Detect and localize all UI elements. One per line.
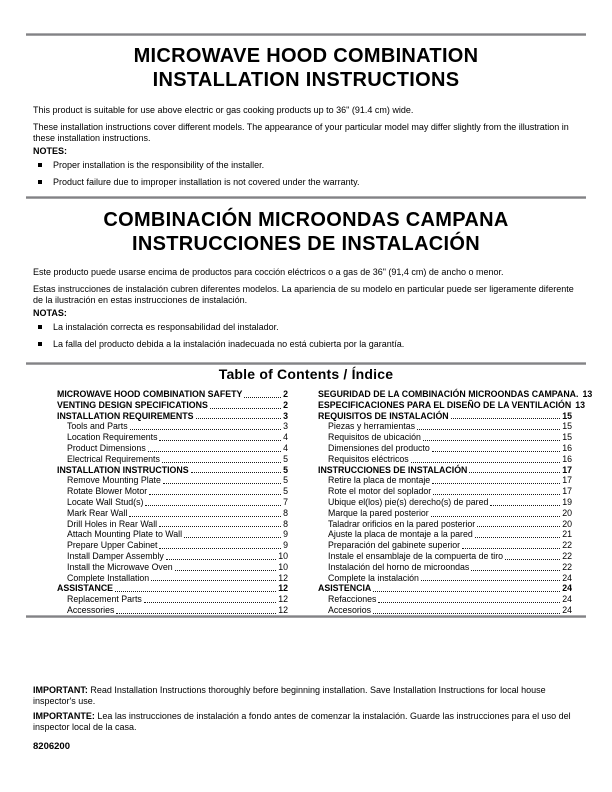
- note-text: Product failure due to improper installation is not covered under the warranty.: [53, 177, 360, 187]
- toc-entry: [57, 594, 288, 605]
- toc-entry-label: Mark Rear Wall: [67, 507, 128, 518]
- toc-page-number: 12: [278, 572, 288, 583]
- spanish-paragraph-1: Este producto puede usarse encima de productos para cocción eléctricos o a gas de 36" (91,4 cm) de ancho o menor.: [33, 267, 504, 277]
- toc-entry: [318, 562, 572, 573]
- toc-page-number: 7: [283, 496, 288, 507]
- english-title: [33, 44, 579, 92]
- toc-page-number: 24: [562, 583, 572, 594]
- toc-column-english: [57, 389, 288, 616]
- note-text: La falla del producto debida a la instalación inadecuada no está cubierta por la garantía.: [53, 339, 405, 349]
- toc-entry: [318, 551, 572, 562]
- toc-entry: [57, 508, 288, 519]
- toc-page-number: 2: [283, 399, 288, 410]
- note-item: [33, 339, 579, 350]
- toc-entry-label: Product Dimensions: [67, 442, 146, 453]
- toc-entry-label: Tools and Parts: [67, 421, 128, 432]
- toc-leader-dots: [191, 472, 281, 473]
- toc-column-spanish: [318, 389, 593, 616]
- toc-entry: [57, 454, 288, 465]
- toc-entry-label: REQUISITOS DE INSTALACIÓN: [318, 410, 449, 421]
- toc-entry-label: Requisitos eléctricos: [328, 453, 409, 464]
- toc-entry: [318, 389, 593, 400]
- toc-page-number: 22: [562, 561, 572, 572]
- toc-entry: [57, 432, 288, 443]
- toc-entry-label: Complete Installation: [67, 572, 150, 583]
- toc-entry: [318, 432, 572, 443]
- toc-leader-dots: [149, 494, 281, 495]
- english-intro-section: [33, 105, 579, 188]
- toc-entry: [57, 475, 288, 486]
- note-item: [33, 177, 579, 188]
- note-item: [33, 160, 579, 171]
- toc-leader-dots: [129, 516, 281, 517]
- toc-entry: [318, 583, 572, 594]
- toc-entry-label: Retire la placa de montaje: [328, 475, 431, 486]
- toc-page-number: 5: [283, 464, 288, 475]
- important-label-en: IMPORTANT:: [33, 685, 88, 695]
- toc-entry-label: Location Requirements: [67, 432, 158, 443]
- toc-leader-dots: [469, 472, 560, 473]
- toc-leader-dots: [432, 483, 560, 484]
- toc-entry-label: Rote el motor del soplador: [328, 486, 432, 497]
- toc-entry-label: Attach Mounting Plate to Wall: [67, 529, 183, 540]
- toc-leader-dots: [148, 451, 281, 452]
- toc-entry: [318, 475, 572, 486]
- toc-page-number: 9: [283, 529, 288, 540]
- toc-leader-dots: [373, 591, 560, 592]
- toc-page-number: 3: [283, 421, 288, 432]
- toc-leader-dots: [184, 537, 281, 538]
- toc-page-number: 13: [582, 389, 593, 399]
- toc-entry-label: Remove Mounting Plate: [67, 475, 161, 486]
- notes-label-en: NOTES:: [33, 146, 68, 156]
- toc-leader-dots: [151, 580, 276, 581]
- bullet-square-icon: [38, 163, 42, 167]
- toc-entry: [318, 497, 572, 508]
- note-item: [33, 322, 579, 333]
- toc-entry-label: Dimensiones del producto: [328, 442, 430, 453]
- note-text: La instalación correcta es responsabilidad del instalador.: [53, 322, 279, 332]
- spanish-intro-section: [33, 267, 579, 350]
- toc-entry: [318, 411, 572, 422]
- toc-page-number: 24: [562, 572, 572, 583]
- spanish-title-line2: INSTRUCCIONES DE INSTALACIÓN: [131, 233, 481, 255]
- toc-page-number: 15: [562, 432, 572, 443]
- toc-page-number: 2: [283, 389, 288, 399]
- toc-entry: [57, 465, 288, 476]
- toc-entry-label: SEGURIDAD DE LA COMBINACIÓN MICROONDAS CAMPANA.: [318, 389, 579, 399]
- toc-entry: [318, 465, 572, 476]
- english-paragraph-1: This product is suitable for use above electric or gas cooking products up to 36" (91.4 cm) wide.: [33, 105, 414, 115]
- toc-leader-dots: [373, 613, 560, 614]
- divider-rule-bottom: [26, 615, 586, 618]
- toc-leader-dots: [462, 548, 560, 549]
- toc-leader-dots: [432, 451, 560, 452]
- important-label-es: IMPORTANTE:: [33, 711, 95, 721]
- toc-entry: [318, 540, 572, 551]
- toc-page-number: 16: [562, 442, 572, 453]
- toc-entry: [318, 443, 572, 454]
- toc-leader-dots: [115, 591, 276, 592]
- toc-page-number: 3: [283, 410, 288, 421]
- toc-entry: [318, 486, 572, 497]
- notes-list-es: [33, 322, 579, 350]
- toc-entry-label: Preparación del gabinete superior: [328, 540, 461, 551]
- toc-page-number: 20: [562, 518, 572, 529]
- spanish-title-line1: COMBINACIÓN MICROONDAS CAMPANA: [103, 209, 509, 231]
- toc-leader-dots: [159, 526, 281, 527]
- toc-entry-label: Install the Microwave Oven: [67, 561, 173, 572]
- toc-page-number: 8: [283, 507, 288, 518]
- toc-leader-dots: [159, 548, 281, 549]
- toc-entry-label: INSTRUCCIONES DE INSTALACIÓN: [318, 464, 468, 475]
- toc-entry: [57, 573, 288, 584]
- toc-entry: [57, 389, 288, 400]
- toc-entry-label: Refacciones: [328, 594, 377, 605]
- toc-entry-label: ESPECIFICACIONES PARA EL DISEÑO DE LA VENTILACIÓN: [318, 399, 572, 410]
- toc-entry-label: Drill Holes in Rear Wall: [67, 518, 158, 529]
- toc-page-number: 15: [562, 421, 572, 432]
- toc-leader-dots: [175, 570, 277, 571]
- toc-entry: [318, 399, 585, 411]
- toc-entry: [318, 529, 572, 540]
- toc-entry: [57, 540, 288, 551]
- toc-entry-label: Replacement Parts: [67, 594, 142, 605]
- toc-entry-label: Rotate Blower Motor: [67, 486, 148, 497]
- toc-leader-dots: [505, 559, 560, 560]
- toc-leader-dots: [477, 526, 560, 527]
- important-text-es: Lea las instrucciones de instalación a fondo antes de comenzar la instalación. Guarde las instrucciones para el uso del inspector local de la casa.: [33, 711, 571, 732]
- toc-page-number: 5: [283, 486, 288, 497]
- divider-rule-top: [26, 33, 586, 36]
- toc-entry-label: Locate Wall Stud(s): [67, 496, 144, 507]
- toc-page-number: 24: [562, 594, 572, 605]
- bullet-square-icon: [38, 180, 42, 184]
- divider-rule-toc: [26, 362, 586, 365]
- toc-page-number: 21: [562, 529, 572, 540]
- toc-leader-dots: [378, 602, 560, 603]
- toc-page-number: 12: [278, 583, 288, 594]
- important-note-en: [33, 685, 582, 707]
- toc-entry: [57, 443, 288, 454]
- toc-entry: [57, 562, 288, 573]
- toc-leader-dots: [433, 494, 560, 495]
- toc-page-number: 22: [562, 550, 572, 561]
- toc-leader-dots: [162, 462, 281, 463]
- toc-leader-dots: [244, 397, 281, 398]
- toc-page-number: 19: [562, 496, 572, 507]
- part-number: 8206200: [33, 741, 70, 752]
- toc-entry-label: Accesorios: [328, 604, 372, 615]
- spanish-paragraph-2: Estas instrucciones de instalación cubren diferentes modelos. La apariencia de su modelo en particular puede ser ligeramente diferente de la ilustración en estas instrucciones de instalación.: [33, 284, 574, 305]
- spanish-title: [33, 208, 579, 256]
- toc-entry: [318, 519, 572, 530]
- toc-leader-dots: [210, 408, 281, 409]
- toc-entry-label: Instalación del horno de microondas: [328, 561, 470, 572]
- important-note-es: [33, 711, 582, 733]
- note-text: Proper installation is the responsibility of the installer.: [53, 160, 265, 170]
- toc-page-number: 17: [562, 475, 572, 486]
- toc-page-number: 4: [283, 442, 288, 453]
- toc-entry: [57, 400, 288, 411]
- toc-entry-label: Accessories: [67, 604, 115, 615]
- toc-page-number: 16: [562, 453, 572, 464]
- toc-leader-dots: [475, 537, 560, 538]
- toc-entry: [57, 486, 288, 497]
- toc-page-number: 13: [575, 399, 585, 410]
- toc-page-number: 17: [562, 464, 572, 475]
- toc-entry-label: Taladrar orificios en la pared posterior: [328, 518, 476, 529]
- toc-leader-dots: [411, 462, 561, 463]
- notes-label-es: NOTAS:: [33, 308, 67, 318]
- toc-leader-dots: [451, 418, 561, 419]
- table-of-contents: [57, 389, 593, 616]
- toc-page-number: 8: [283, 518, 288, 529]
- toc-page-number: 15: [562, 410, 572, 421]
- english-title-line1: MICROWAVE HOOD COMBINATION: [133, 45, 479, 67]
- toc-leader-dots: [196, 418, 282, 419]
- toc-page-number: 9: [283, 540, 288, 551]
- toc-leader-dots: [130, 429, 281, 430]
- toc-leader-dots: [490, 505, 560, 506]
- bullet-square-icon: [38, 325, 42, 329]
- toc-page-number: 12: [278, 594, 288, 605]
- toc-leader-dots: [166, 559, 276, 560]
- toc-page-number: 5: [283, 453, 288, 464]
- toc-entry-label: Instale el ensamblaje de la compuerta de tiro: [328, 550, 504, 561]
- toc-entry-label: Piezas y herramientas: [328, 421, 416, 432]
- toc-entry-label: ASSISTANCE: [57, 583, 114, 594]
- toc-page-number: 24: [562, 604, 572, 615]
- toc-entry: [57, 411, 288, 422]
- toc-leader-dots: [145, 505, 281, 506]
- toc-entry: [57, 529, 288, 540]
- toc-entry: [318, 508, 572, 519]
- toc-page-number: 12: [278, 604, 288, 615]
- toc-page-number: 22: [562, 540, 572, 551]
- toc-leader-dots: [431, 516, 560, 517]
- toc-page-number: 17: [562, 486, 572, 497]
- toc-entry: [57, 421, 288, 432]
- toc-entry-label: Electrical Requirements: [67, 453, 160, 464]
- toc-leader-dots: [159, 440, 281, 441]
- toc-entry-label: Requisitos de ubicación: [328, 432, 421, 443]
- toc-page-number: 10: [278, 550, 288, 561]
- toc-entry-label: Ajuste la placa de montaje a la pared: [328, 529, 473, 540]
- toc-entry: [57, 519, 288, 530]
- toc-entry-label: ASISTENCIA: [318, 583, 372, 594]
- toc-page-number: 10: [278, 561, 288, 572]
- english-title-line2: INSTALLATION INSTRUCTIONS: [152, 69, 460, 91]
- toc-entry: [57, 583, 288, 594]
- toc-leader-dots: [423, 440, 560, 441]
- english-paragraph-2: These installation instructions cover different models. The appearance of your particular model may differ slightly from the illustration in these installation instructions.: [33, 122, 569, 143]
- toc-entry-label: Install Damper Assembly: [67, 550, 164, 561]
- toc-entry-label: MICROWAVE HOOD COMBINATION SAFETY: [57, 389, 243, 399]
- toc-entry-label: Ubique el(los) pie(s) derecho(s) de pared: [328, 496, 489, 507]
- toc-page-number: 4: [283, 432, 288, 443]
- important-text-en: Read Installation Instructions thoroughly before beginning installation. Save Installation Instructions for local house inspector's use.: [33, 685, 546, 706]
- toc-leader-dots: [116, 613, 276, 614]
- toc-leader-dots: [421, 580, 560, 581]
- toc-entry: [318, 421, 572, 432]
- toc-entry-label: VENTING DESIGN SPECIFICATIONS: [57, 399, 208, 410]
- toc-entry: [57, 497, 288, 508]
- toc-entry: [318, 573, 572, 584]
- toc-heading: Table of Contents / Índice: [218, 366, 394, 382]
- toc-entry-label: Marque la pared posterior: [328, 507, 429, 518]
- toc-entry: [318, 594, 572, 605]
- toc-leader-dots: [471, 570, 560, 571]
- divider-rule-spanish: [26, 196, 586, 199]
- toc-entry-label: Complete la instalación: [328, 572, 419, 583]
- toc-leader-dots: [417, 429, 560, 430]
- toc-leader-dots: [144, 602, 276, 603]
- toc-entry: [318, 454, 572, 465]
- toc-page-number: 20: [562, 507, 572, 518]
- toc-entry-label: INSTALLATION INSTRUCTIONS: [57, 464, 189, 475]
- toc-entry: [57, 551, 288, 562]
- toc-leader-dots: [163, 483, 281, 484]
- notes-list-en: [33, 160, 579, 188]
- toc-page-number: 5: [283, 475, 288, 486]
- toc-entry-label: Prepare Upper Cabinet: [67, 540, 158, 551]
- toc-entry-label: INSTALLATION REQUIREMENTS: [57, 410, 194, 421]
- bullet-square-icon: [38, 342, 42, 346]
